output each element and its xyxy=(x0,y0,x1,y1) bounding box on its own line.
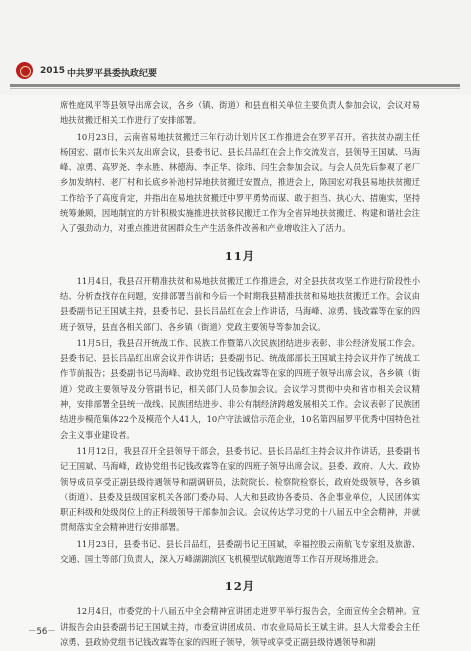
paragraph: 12月4日，市委党的十八届五中全会精神宣讲团走进罗平举行报告会，全面宣传全会精神。宣讲报告会由县委副书记王国斌主持，市委宣讲团成员、市农业局局长王斌主讲。县人大常委会主任凉勇、县政协党组书记钱改霖等在家的四班子领导，领导或享受正副县级待遇领导和副 xyxy=(60,606,420,647)
header-title: 中共罗平县委执政纪要 xyxy=(67,69,158,79)
month-heading-december: 12月 xyxy=(224,579,256,594)
party-emblem-icon xyxy=(16,62,33,79)
document-body xyxy=(60,98,420,651)
page-header xyxy=(0,0,471,95)
header-year: 2015 xyxy=(40,66,66,76)
month-heading-november: 11月 xyxy=(224,248,256,263)
paragraph: 11月4日，我县召开精准扶贫和易地扶贫搬迁工作推进会，对全县扶贫攻坚工作进行阶段性小结、分析查找存在问题，安排部署当前和今后一个时期我县精准扶贫和易地扶贫搬迁工作。会议由县委副书记王国斌主持，县委书记、县长吕品红在会上作讲话，马海峰、凉勇、钱改霖等在家的四班子领导，县直各相关部门、各乡镇（街道）党政主要领导等参加会议。 xyxy=(60,275,420,332)
paragraph: 席性庭凤平等县领导出席会议，各乡（镇、街道）和县直相关单位主要负责人参加会议，会议对易地扶贫搬迁相关工作进行了安排部署。 xyxy=(60,100,420,126)
paragraph: 11月23日，县委书记、县长吕品红，县委副书记王国斌，幸福控股云南航飞专家组及旅游、交通、国土等部门负责人，深入万峰湖湖滨区飞机模型试航跑道等工作召开现场推进会。 xyxy=(60,538,420,565)
paragraph: 11月12日，我县召开全县领导干部会，县委书记、县长吕品红主持会议并作讲话，县委副书记王国斌、马海峰，政协党组书记钱改霖等在家的四班子领导出席会议。县委、政府、人大、政协领导成员享受正副县级待遇领导和副调研员，法院院长、检察院检察长，政府处级领导，各乡镇（街道）、县委及县级国家机关各部门委办局、人大和县政协各委员、各企事业单位，人民团体实职正科级和处级岗位上的正科级领导干部参加会议。会议传达学习党的十八届五中全会精神，并就贯彻落实全会精神进行安排部署。 xyxy=(60,445,420,533)
paragraph: 11月5日，我县召开统战工作、民族工作暨第八次民族团结进步表彰、非公经济发展工作会。县委书记、县长吕品红出席会议并作讲话；县委副书记、统战部部长王国斌主持会议并作了统战工作节前报告；县委副书记马海峰、政协党组书记钱改霖等在家的四班子领导出席会议，各乡镇（街道）党政主要领导及分管副书记，相关部门人员参加会议。会议学习贯彻中央和省市相关会议精神，安排部署全县统一战线、民族团结进步、非公有制经济跨越发展相关工作。会议表彰了民族团结进步模范集体22个及模范个人41人，10户守法诚信示范企业，10名第四届罗平优秀中国特色社会主义事业建设者。 xyxy=(60,337,420,440)
header-divider xyxy=(10,84,460,87)
page-number: －56－ xyxy=(28,627,56,637)
paragraph: 10月23日，云南省易地扶贫搬迁三年行动计划片区工作推进会在罗平召开。省扶贫办副主任杨国宏、副市长朱兴友出席会议，县委书记、县长吕品红在会上作交流发言，县领导王国斌、马海峰、凉勇、高罗尧、李永胜、林德海、李正华、徐玮、闫生会参加会议。与会人员先后参观了老厂乡加发纳村、老厂村和长底乡补池村异地扶贫搬迁安置点，推进会上，陈国宏对我县易地扶贫搬迁工作给予了高度肯定，并指出在易地扶贫搬迁中罗平勇势而谋、敢于担当、执心大、措施实，坚持统筹兼顾，因地制宜的方针积极实施推进扶贫移民搬迁工作为全省异地扶贫搬迁、构建和谐社会注入了强劲动力，对重点推进贫困群众生产生活条件改善和产业增收注入了活力。 xyxy=(60,131,420,234)
